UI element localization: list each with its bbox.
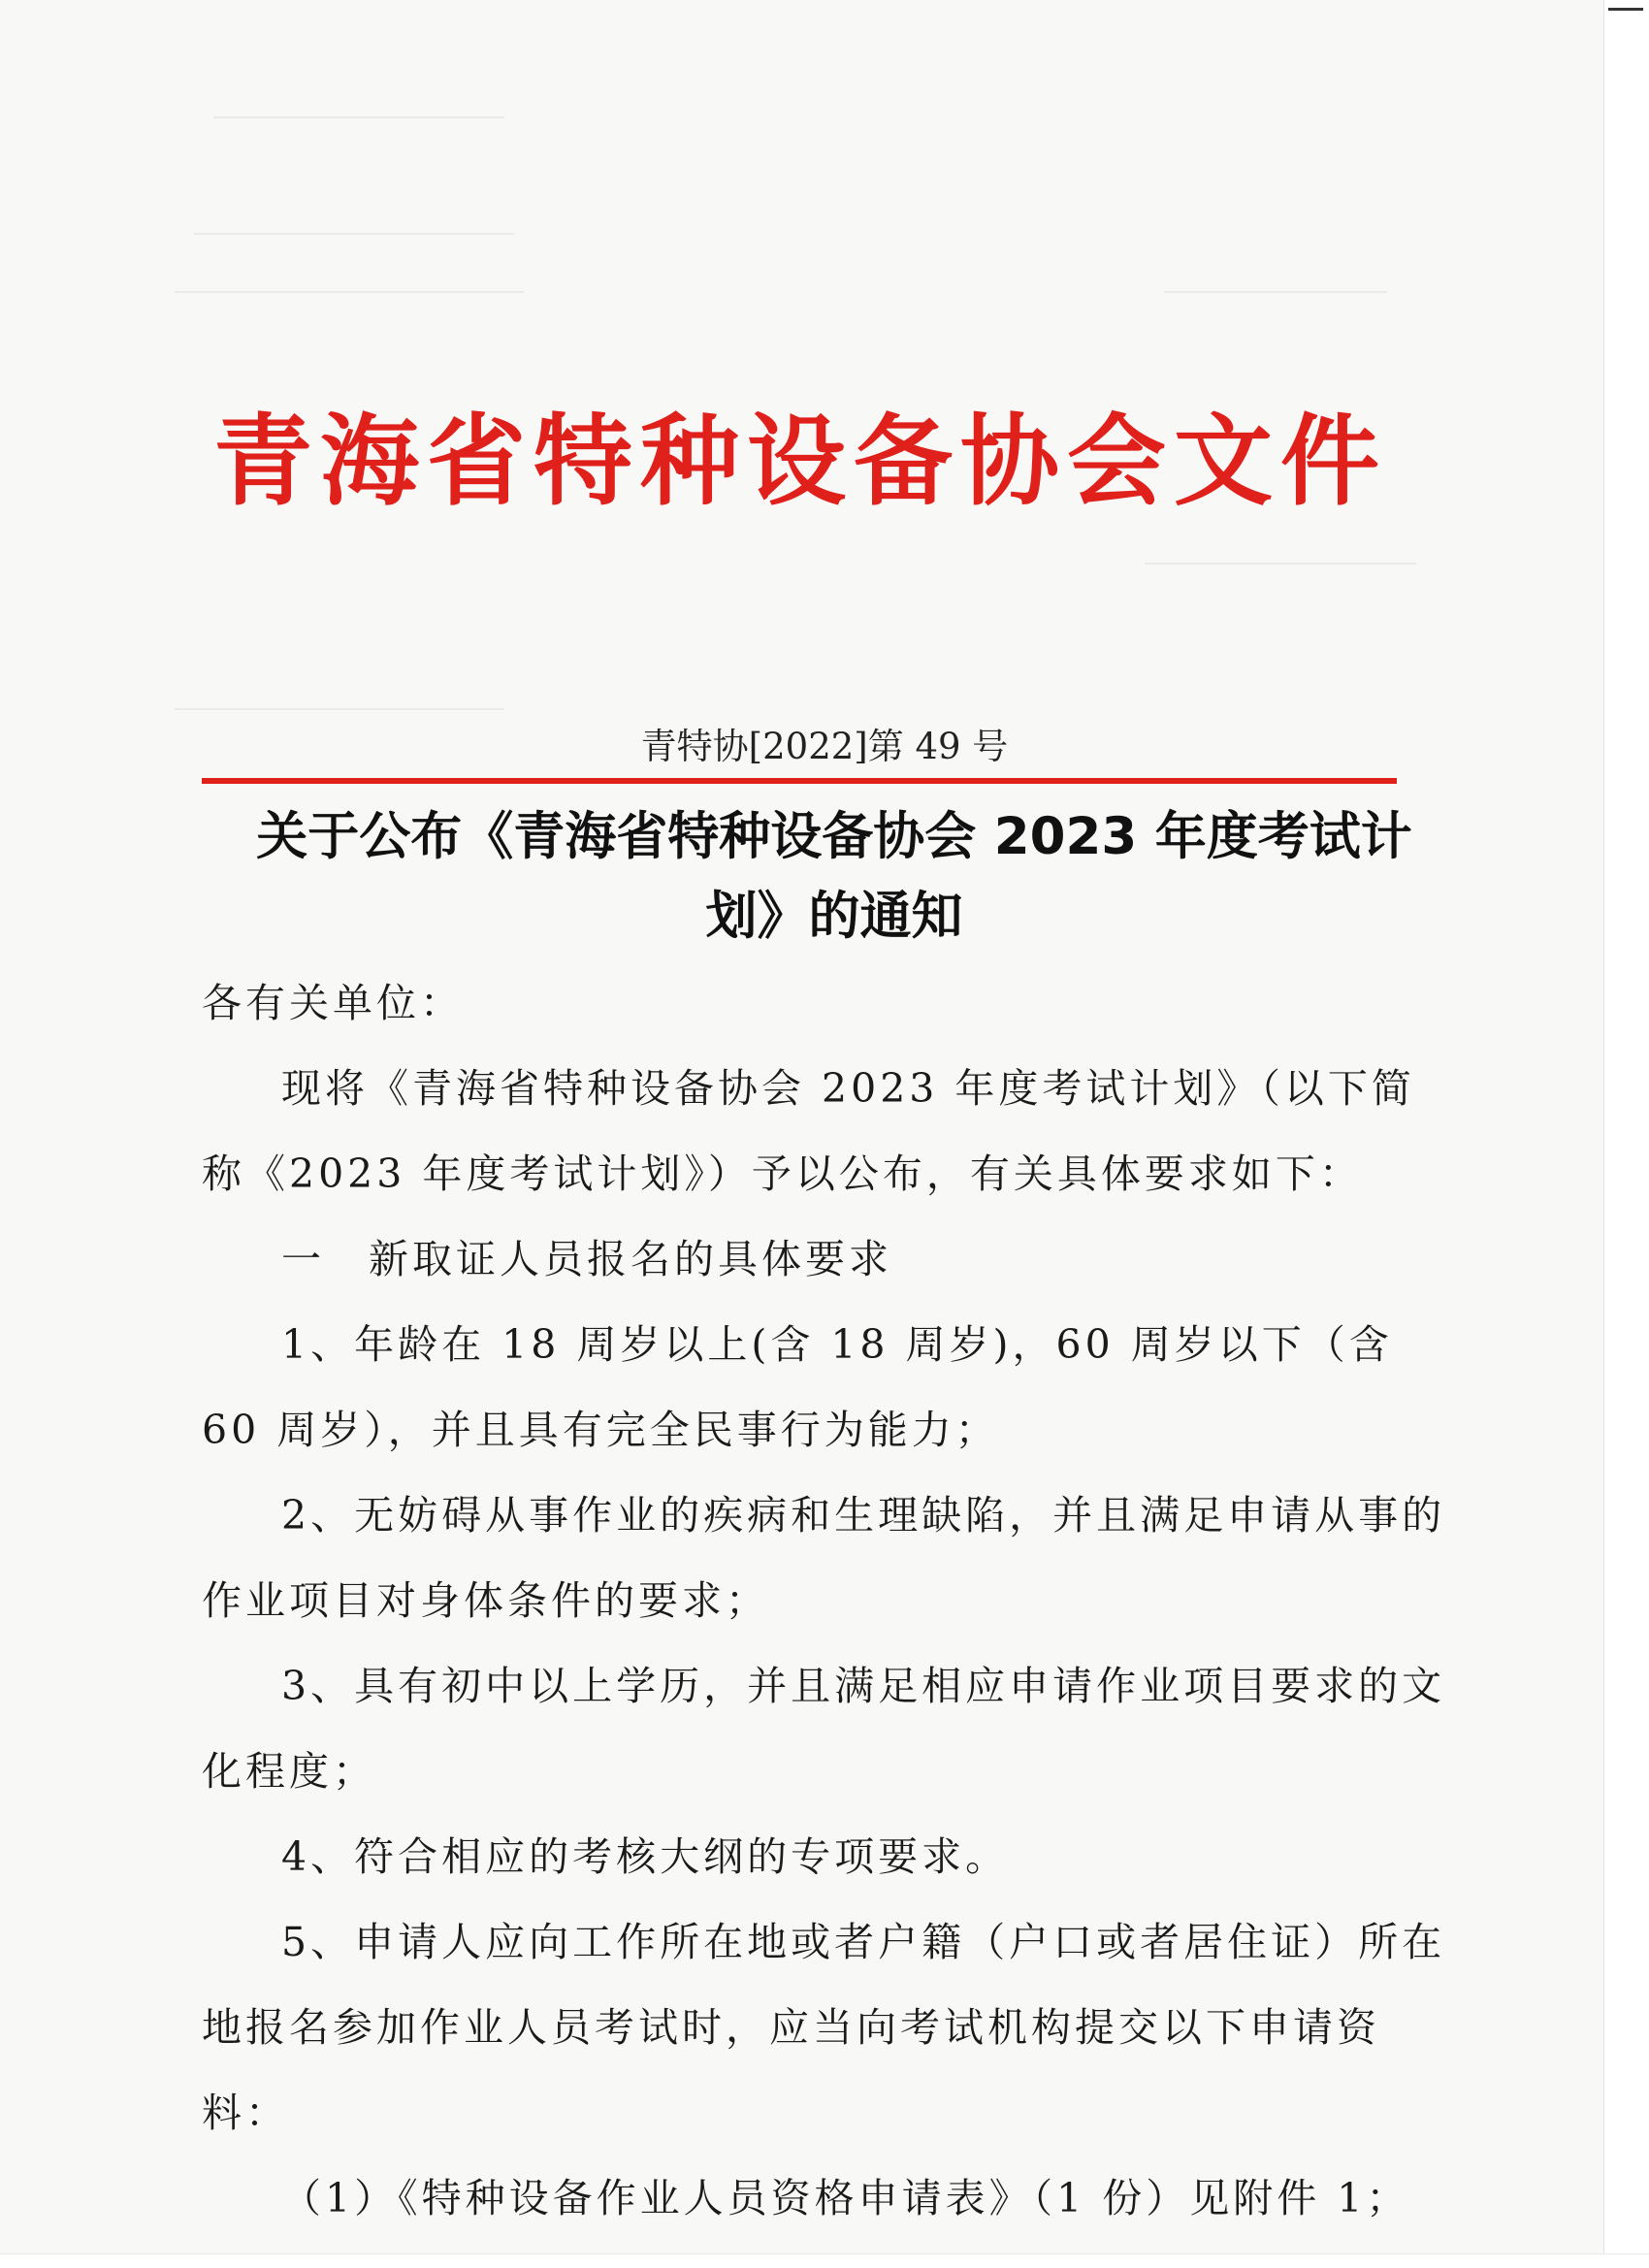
notice-title: 关于公布《青海省特种设备协会 2023 年度考试计划》的通知 (256, 807, 1412, 946)
scan-margin-bottom (0, 2253, 1649, 2268)
document-header-title: 青海省特种设备协会文件 (213, 404, 1387, 520)
requirement-item-1: 1、年龄在 18 周岁以上(含 18 周岁)，60 周岁以下（含 60 周岁），并且具有完全民事行为能力； (202, 1321, 1393, 1453)
salutation: 各有关单位： (202, 980, 464, 1026)
requirement-item-4: 4、符合相应的考核大纲的专项要求。 (281, 1833, 1010, 1880)
red-header-rule (202, 778, 1397, 784)
section-heading: 一 新取证人员报名的具体要求 (281, 1236, 892, 1282)
requirement-item-3: 3、具有初中以上学历，并且满足相应申请作业项目要求的文化程度； (202, 1663, 1446, 1795)
requirement-item-2: 2、无妨碍从事作业的疾病和生理缺陷，并且满足申请从事的作业项目对身体条件的要求； (202, 1492, 1446, 1624)
scan-margin-right (1603, 0, 1649, 2268)
bleed-through-line (175, 291, 524, 293)
scan-mark (1608, 8, 1643, 11)
bleed-through-line (1145, 563, 1416, 565)
application-material-1: （1）《特种设备作业人员资格申请表》（1 份）见附件 1； (281, 2175, 1410, 2221)
bleed-through-line (213, 116, 504, 118)
intro-paragraph: 现将《青海省特种设备协会 2023 年度考试计划》（以下简称《2023 年度考试计划》）予以公布，有关具体要求如下： (202, 1065, 1415, 1197)
bleed-through-line (1164, 291, 1387, 293)
bleed-through-line (194, 233, 514, 235)
requirement-item-5: 5、申请人应向工作所在地或者户籍（户口或者居住证）所在地报名参加作业人员考试时，应当向考试机构提交以下申请资料： (202, 1919, 1446, 2136)
document-number: 青特协[2022]第 49 号 (640, 726, 1009, 767)
document-body (202, 960, 1453, 2241)
bleed-through-line (175, 708, 504, 710)
